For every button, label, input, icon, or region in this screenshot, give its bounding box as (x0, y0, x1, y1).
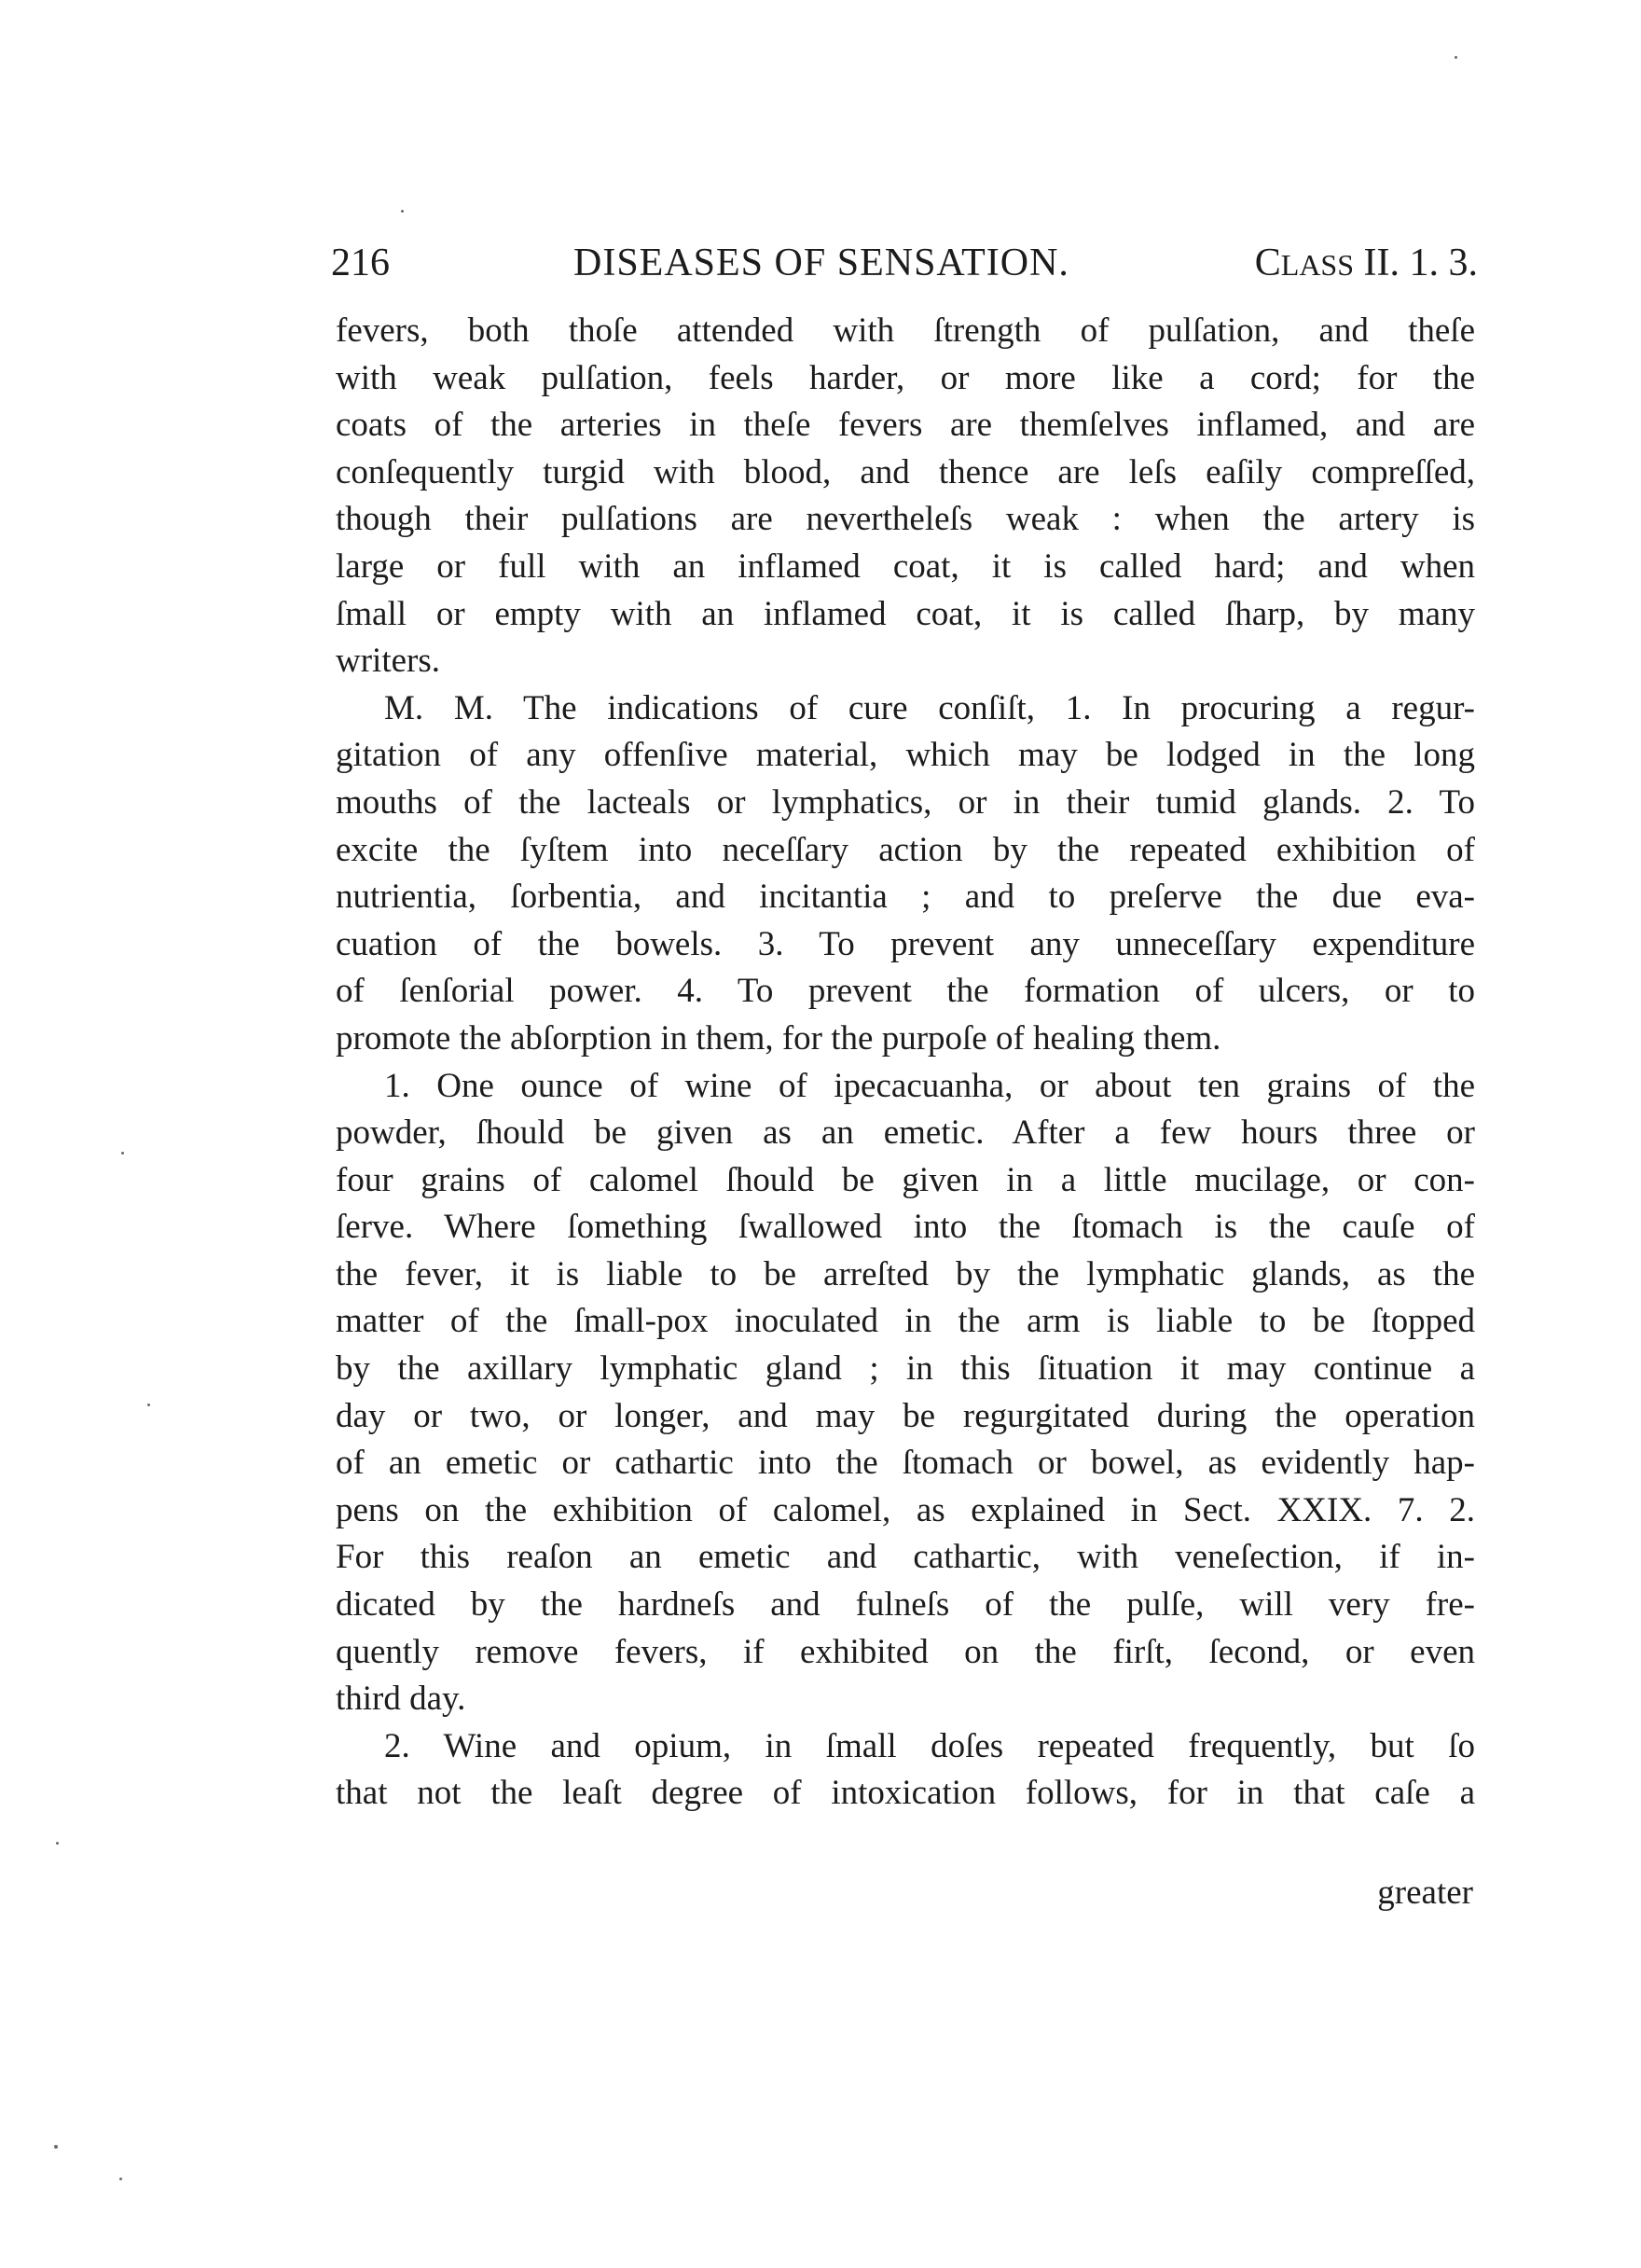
text-line: For this reaſon an emetic and cathartic, with veneſection, if in- (336, 1538, 1475, 1577)
text-line: mouths of the lacteals or lymphatics, or in their tumid glands. 2. To (336, 782, 1475, 822)
page-number: 216 (331, 242, 390, 284)
scan-speck (119, 2178, 122, 2180)
paragraph-4 (336, 1723, 1475, 1818)
text-line: ſmall or empty with an inflamed coat, it is called ſharp, by many (336, 594, 1475, 633)
text-line: M. M. The indications of cure conſiſt, 1. In procuring a regur- (384, 688, 1475, 727)
text-line: powder, ſhould be given as an emetic. After a few hours three or (336, 1113, 1475, 1153)
running-header (331, 235, 1478, 291)
text-line: that not the leaſt degree of intoxication follows, for in that caſe a (336, 1774, 1475, 1813)
class-reference (1255, 235, 1478, 293)
class-prefix: C (1254, 242, 1281, 284)
scan-speck (147, 1404, 150, 1406)
text-line: excite the ſyſtem into neceſſary action by the repeated exhibition of (336, 830, 1475, 869)
scan-speck (56, 1842, 59, 1845)
text-line: fevers, both thoſe attended with ſtrength of pulſation, and theſe (336, 311, 1475, 350)
scan-speck (54, 2145, 58, 2149)
text-line: pens on the exhibition of calomel, as explained in Sect. XXIX. 7. 2. (336, 1490, 1475, 1529)
text-line: ſerve. Where ſomething ſwallowed into the ſtomach is the cauſe of (336, 1208, 1475, 1247)
scan-speck (401, 210, 404, 213)
text-line: of ſenſorial power. 4. To prevent the formation of ulcers, or to (336, 972, 1475, 1011)
body-text (336, 308, 1475, 1818)
scan-speck (121, 1152, 124, 1155)
class-smallcaps: LASS (1280, 248, 1355, 282)
text-line: four grains of calomel ſhould be given in a little mucilage, or con- (336, 1160, 1475, 1199)
text-line: conſequently turgid with blood, and thence are leſs eaſily compreſſed, (336, 452, 1475, 491)
text-line: though their pulſations are nevertheleſs weak : when the artery is (336, 500, 1475, 539)
text-line: matter of the ſmall-pox inoculated in the arm is liable to be ſtopped (336, 1302, 1475, 1341)
text-line: large or full with an inflamed coat, it is called hard; and when (336, 546, 1475, 586)
paragraph-1 (336, 308, 1475, 685)
text-line: with weak pulſation, feels harder, or more like a cord; for the (336, 358, 1475, 397)
text-line: cuation of the bowels. 3. To prevent any unneceſſary expenditure (336, 924, 1475, 963)
text-line: gitation of any offenſive material, which may be lodged in the long (336, 736, 1475, 775)
text-line: writers. (336, 642, 440, 681)
text-line: third day. (336, 1680, 466, 1719)
text-line: promote the abſorption in them, for the purpoſe of healing them. (336, 1018, 1221, 1058)
text-line: of an emetic or cathartic into the ſtomach or bowel, as evidently hap- (336, 1444, 1475, 1483)
paragraph-3 (336, 1063, 1475, 1723)
text-line: by the axillary lymphatic gland ; in this ſituation it may continue a (336, 1349, 1475, 1389)
text-line: day or two, or longer, and may be regurgitated during the operation (336, 1396, 1475, 1435)
text-line: dicated by the hardneſs and fulneſs of the pulſe, will very fre- (336, 1585, 1475, 1625)
text-line: quently remove fevers, if exhibited on the firſt, ſecond, or even (336, 1632, 1475, 1671)
class-rest: II. 1. 3. (1354, 242, 1478, 284)
text-line: 1. One ounce of wine of ipecacuanha, or about ten grains of the (384, 1066, 1475, 1105)
text-line: the fever, it is liable to be arreſted by the lymphatic glands, as the (336, 1254, 1475, 1293)
catchword: greater (1377, 1874, 1473, 1912)
running-title: DISEASES OF SENSATION. (573, 242, 1069, 284)
paragraph-2 (336, 685, 1475, 1063)
text-line: nutrientia, ſorbentia, and incitantia ; and to preſerve the due eva- (336, 878, 1475, 917)
scan-speck (1455, 56, 1457, 59)
text-line: coats of the arteries in theſe fevers are themſelves inflamed, and are (336, 406, 1475, 445)
text-line: 2. Wine and opium, in ſmall doſes repeated frequently, but ſo (384, 1726, 1475, 1765)
